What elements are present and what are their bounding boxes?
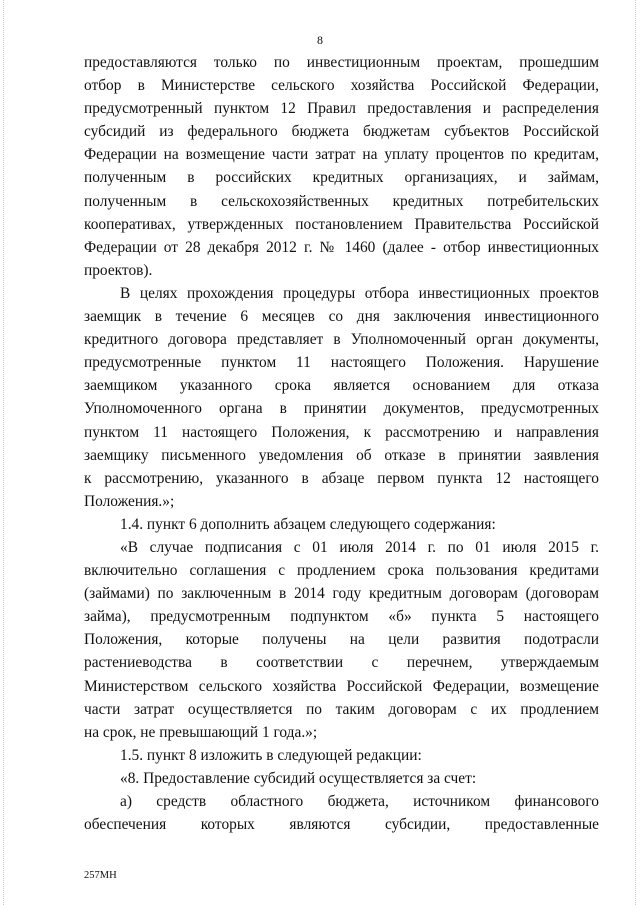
- text-line: заемщик в течение 6 месяцев со дня заключения инвестиционного: [84, 308, 599, 326]
- text-line: пунктом 11 настоящего Положения, к рассмотрению и направления: [84, 423, 599, 441]
- document-body: [84, 51, 599, 836]
- text-line: (займами) по заключенным в 2014 году кредитным договорам (договорам: [84, 585, 599, 603]
- text-line: проектов).: [84, 261, 153, 279]
- text-line: кредитного договора представляет в Уполномоченный орган документы,: [84, 331, 599, 349]
- text-line: на срок, не превышающий 1 года.»;: [84, 723, 318, 741]
- text-line: отбор в Министерстве сельского хозяйства Российской Федерации,: [84, 77, 599, 95]
- text-line: Положения.»;: [84, 492, 175, 510]
- text-line: 1.4. пункт 6 дополнить абзацем следующего содержания:: [120, 515, 496, 533]
- text-line: Министерством сельского хозяйства Российской Федерации, возмещение: [84, 677, 599, 695]
- scan-right-edge: [635, 0, 637, 905]
- scan-left-edge: [3, 0, 5, 905]
- text-line: Федерации на возмещение части затрат на уплату процентов по кредитам,: [84, 146, 599, 164]
- text-line: предусмотренный пунктом 12 Правил предоставления и распределения: [84, 100, 599, 118]
- text-line: займа), предусмотренным подпунктом «б» пункта 5 настоящего: [84, 608, 599, 626]
- text-line: предусмотренные пунктом 11 настоящего Положения. Нарушение: [84, 354, 599, 372]
- text-line: полученным в российских кредитных организациях, и займам,: [84, 169, 599, 187]
- text-line: В целях прохождения процедуры отбора инвестиционных проектов: [120, 284, 599, 302]
- text-line: 1.5. пункт 8 изложить в следующей редакции:: [120, 746, 422, 764]
- page-number: 8: [317, 33, 323, 47]
- text-line: части затрат осуществляется по таким договорам с их продлением: [84, 700, 599, 718]
- text-line: субсидий из федерального бюджета бюджетам субъектов Российской: [84, 123, 599, 141]
- text-line: к рассмотрению, указанного в абзаце первом пункта 12 настоящего: [84, 469, 599, 487]
- text-line: «В случае подписания с 01 июля 2014 г. по 01 июля 2015 г.: [120, 538, 599, 556]
- text-line: заемщику письменного уведомления об отказе в принятии заявления: [84, 446, 599, 464]
- text-line: предоставляются только по инвестиционным проектам, прошедшим: [84, 54, 599, 71]
- text-line: кооперативах, утвержденных постановлением Правительства Российской: [84, 215, 599, 233]
- text-line: включительно соглашения с продлением срока пользования кредитами: [84, 562, 599, 580]
- text-line: Федерации от 28 декабря 2012 г. № 1460 (далее - отбор инвестиционных: [84, 238, 599, 256]
- text-line: «8. Предоставление субсидий осуществляется за счет:: [120, 769, 477, 787]
- text-line: растениеводства в соответствии с перечнем, утверждаемым: [84, 654, 599, 672]
- text-line: Положения, которые получены на цели развития подотрасли: [84, 631, 599, 649]
- text-line: Уполномоченного органа в принятии документов, предусмотренных: [84, 400, 599, 418]
- text-line: а) средств областного бюджета, источником финансового: [120, 793, 599, 810]
- document-code: 257МН: [84, 870, 117, 881]
- text-line: обеспечения которых являются субсидии, предоставленные: [84, 816, 599, 834]
- text-line: заемщиком указанного срока является основанием для отказа: [84, 377, 599, 395]
- text-line: полученным в сельскохозяйственных кредитных потребительских: [84, 192, 599, 210]
